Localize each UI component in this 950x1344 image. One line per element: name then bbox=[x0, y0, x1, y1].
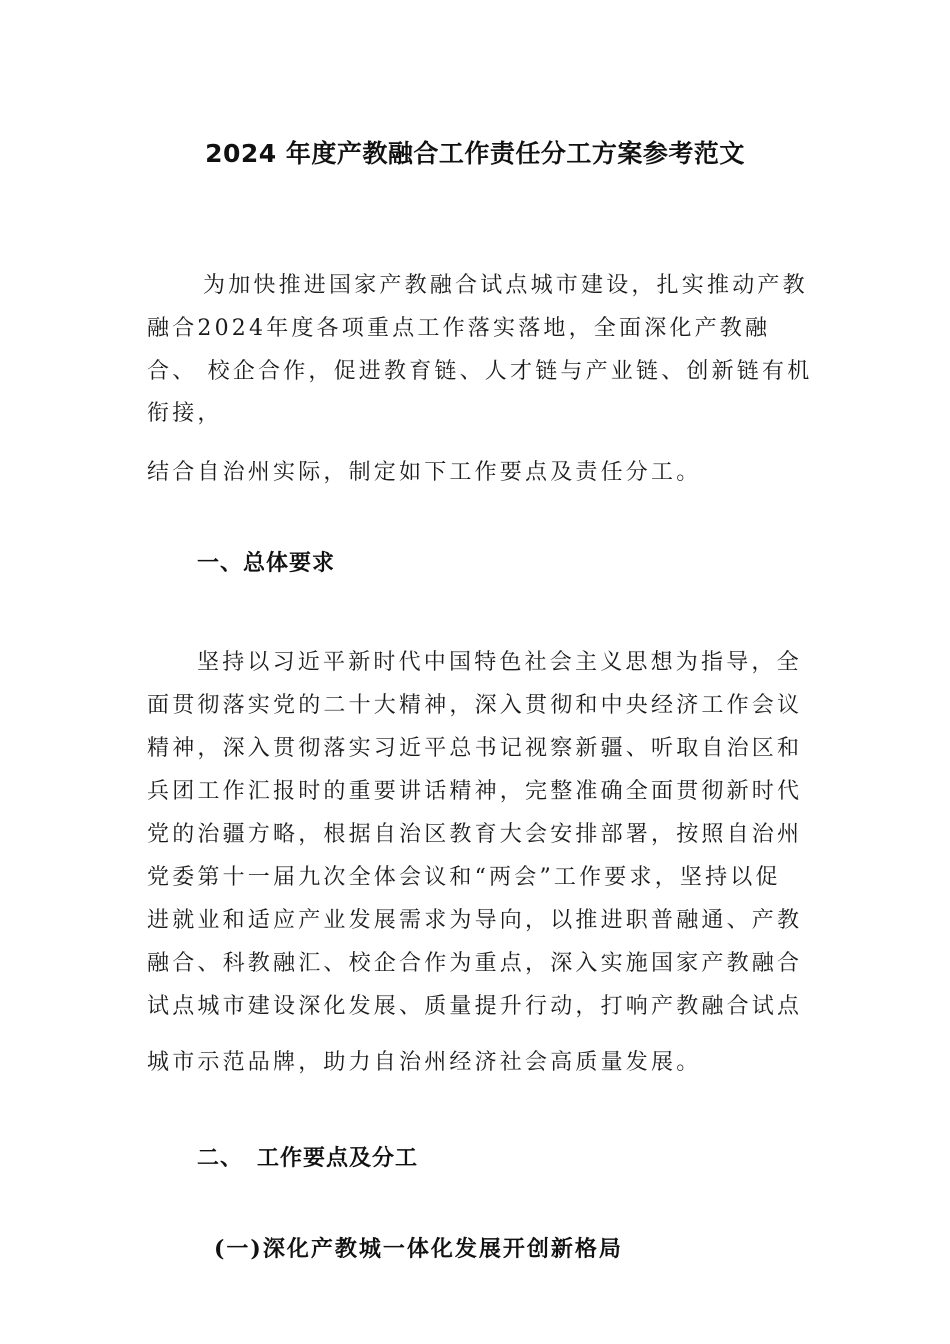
intro-line-2: 融合2024年度各项重点工作落实落地，全面深化产教融 bbox=[147, 316, 771, 341]
section-1-line-9: 试点城市建设深化发展、质量提升行动，打响产教融合试点 bbox=[147, 994, 803, 1019]
section-1-line-2: 面贯彻落实党的二十大精神，深入贯彻和中央经济工作会议 bbox=[147, 693, 803, 718]
section-1-line-4: 兵团工作汇报时的重要讲话精神，完整准确全面贯彻新时代 bbox=[147, 779, 803, 804]
section-2-heading-number: 二、 bbox=[197, 1146, 244, 1171]
section-1-line-5: 党的治疆方略，根据自治区教育大会安排部署，按照自治州 bbox=[147, 822, 803, 847]
document-title: 2024 年度产教融合工作责任分工方案参考范文 bbox=[205, 139, 745, 168]
section-1-line-3: 精神，深入贯彻落实习近平总书记视察新疆、听取自治区和 bbox=[147, 736, 803, 761]
intro-line-4: 衔接， bbox=[147, 401, 223, 426]
section-1-heading: 一、总体要求 bbox=[197, 551, 336, 576]
intro-line-3: 合、 校企合作，促进教育链、人才链与产业链、创新链有机 bbox=[147, 359, 813, 384]
section-1-line-7: 进就业和适应产业发展需求为导向，以推进职普融通、产教 bbox=[147, 908, 803, 933]
section-1-line-1: 坚持以习近平新时代中国特色社会主义思想为指导，全 bbox=[197, 650, 802, 675]
section-1-line-10: 城市示范品牌，助力自治州经济社会高质量发展。 bbox=[147, 1050, 702, 1075]
section-2-subheading: (一)深化产教城一体化发展开创新格局 bbox=[214, 1236, 623, 1262]
intro-line-1: 为加快推进国家产教融合试点城市建设，扎实推动产教 bbox=[203, 273, 808, 298]
section-1-line-6: 党委第十一届九次全体会议和“两会”工作要求，坚持以促 bbox=[147, 865, 781, 890]
intro-line-5: 结合自治州实际，制定如下工作要点及责任分工。 bbox=[147, 460, 702, 485]
section-2-heading: 工作要点及分工 bbox=[257, 1146, 419, 1171]
section-1-line-8: 融合、科教融汇、校企合作为重点，深入实施国家产教融合 bbox=[147, 951, 803, 976]
